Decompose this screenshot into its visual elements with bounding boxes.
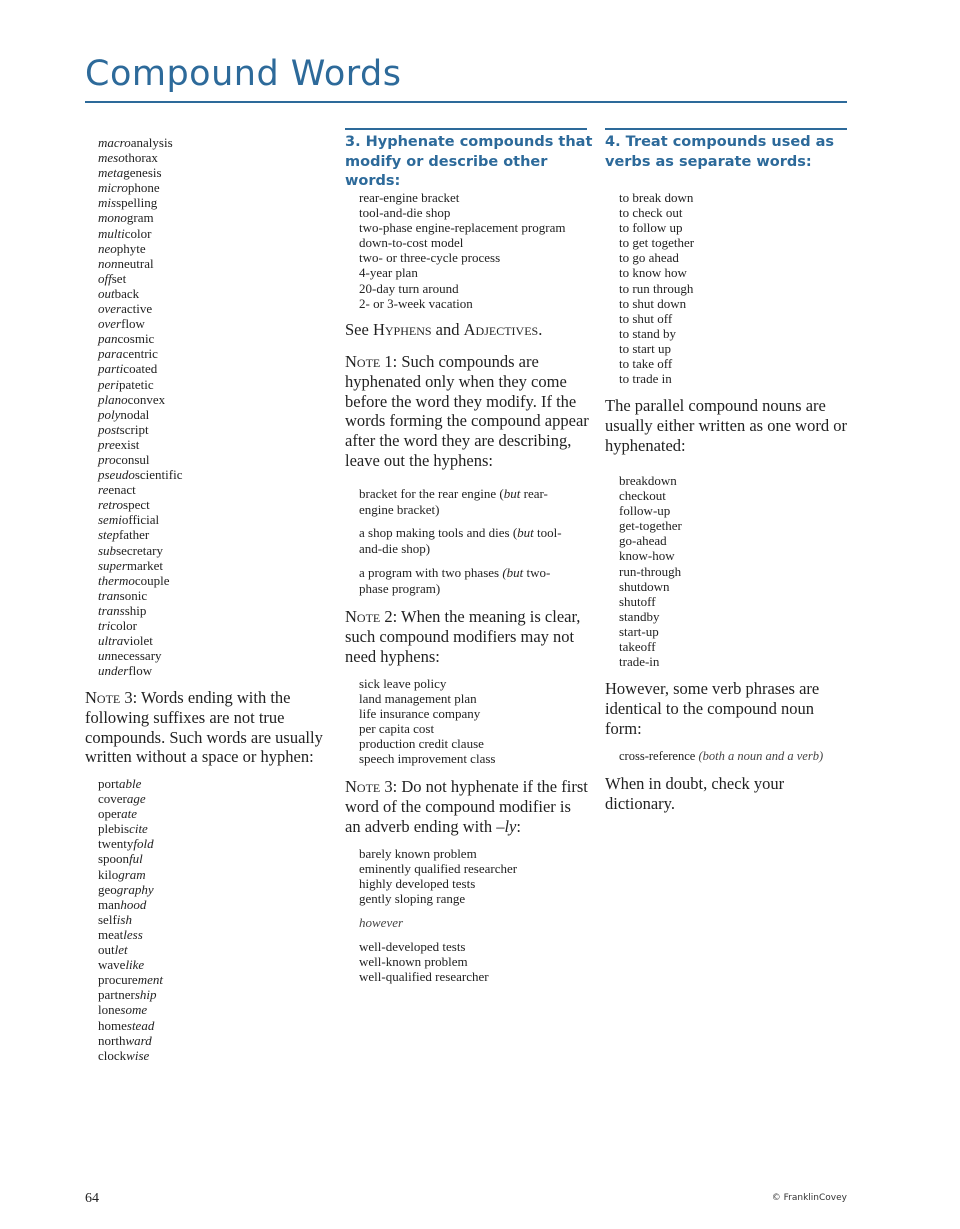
word-rest: couple — [134, 572, 170, 588]
example-tail: rear-engine bracket) — [359, 486, 548, 517]
note1-example — [359, 525, 564, 556]
prefix-word — [98, 603, 183, 618]
prefix: trans — [98, 602, 125, 618]
prefix-word — [98, 210, 183, 225]
suffix: ish — [116, 911, 132, 927]
prefix: mono — [98, 210, 127, 226]
however-text: However, some verb phrases are identical to the compound noun form: — [605, 679, 820, 738]
prefix: out — [98, 285, 115, 301]
word-rest: color — [124, 225, 152, 241]
example-item: two- or three-cycle process — [359, 250, 501, 266]
suffix: wise — [126, 1047, 150, 1063]
note1 — [345, 352, 590, 471]
however-label: however — [359, 915, 404, 930]
suffix: like — [125, 957, 145, 973]
verb-item: to break down — [619, 190, 694, 205]
word-rest: gram — [126, 210, 154, 226]
section3-rule — [345, 128, 587, 130]
prefix: multi — [98, 225, 125, 241]
word-rest: script — [119, 421, 149, 437]
cross-ref-note: (both a noun and a verb) — [698, 749, 824, 763]
suffix-word — [98, 821, 163, 836]
example-tail: tool-and-die shop) — [359, 525, 562, 556]
example-item: barely known problem — [359, 846, 477, 861]
word-root: oper — [98, 806, 122, 822]
suffix-word — [98, 776, 163, 791]
suffix: fold — [133, 836, 154, 852]
copyright: © FranklinCovey — [771, 1193, 847, 1203]
note-label: Note 3 — [345, 777, 393, 796]
prefix-word — [98, 180, 183, 195]
word-rest: phone — [127, 180, 160, 196]
prefix: re — [98, 482, 109, 498]
prefix: step — [98, 527, 119, 543]
prefix: parti — [98, 361, 124, 377]
example-item: 20-day turn around — [359, 280, 459, 296]
see-also — [345, 320, 590, 340]
title-rule — [85, 101, 847, 103]
note-text: : Words ending with the following suffixes are not true compounds. Such words are usually written without a space or hyphen: — [85, 688, 323, 767]
prefix-word — [98, 150, 183, 165]
word-rest: secretary — [116, 542, 163, 558]
prefix-word — [98, 663, 183, 678]
noun-item: shutoff — [619, 593, 656, 609]
prefix-word — [98, 452, 183, 467]
example-item: 4-year plan — [359, 265, 418, 281]
suffix-word — [98, 1002, 163, 1017]
word-root: geo — [98, 881, 117, 897]
note-label: Note 2 — [345, 607, 393, 626]
prefix: mis — [98, 195, 117, 211]
prefix-word-list — [98, 135, 183, 678]
noun-list — [619, 473, 682, 669]
suffix-word — [98, 987, 163, 1002]
suffix: able — [118, 776, 142, 791]
prefix-word — [98, 618, 183, 633]
prefix-word — [98, 558, 183, 573]
prefix-word — [98, 407, 183, 422]
prefix: para — [98, 346, 123, 362]
prefix-word — [98, 573, 183, 588]
verb-item: to run through — [619, 280, 694, 296]
example-item: highly developed tests — [359, 876, 476, 892]
suffix: less — [123, 926, 143, 942]
noun-item: checkout — [619, 488, 666, 504]
word-rest: back — [114, 285, 140, 301]
prefix: tri — [98, 618, 111, 633]
prefix-word — [98, 527, 183, 542]
note-text-end: : — [516, 816, 521, 836]
word-rest: convex — [127, 391, 166, 407]
verb-item: to shut off — [619, 310, 673, 326]
prefix: under — [98, 663, 129, 679]
word-rest: set — [111, 270, 127, 286]
word-rest: flow — [128, 663, 153, 679]
suffix-word — [98, 791, 163, 806]
word-root: twenty — [98, 836, 134, 852]
word-rest: market — [126, 557, 163, 573]
word-rest: centric — [122, 346, 158, 362]
prefix-word — [98, 361, 183, 376]
prefix: over — [98, 301, 122, 317]
prefix-word — [98, 543, 183, 558]
verb-list — [619, 190, 694, 386]
word-rest: cosmic — [117, 331, 155, 347]
example-item: land management plan — [359, 691, 477, 707]
note-label: Note 1 — [345, 352, 393, 371]
word-root: partner — [98, 987, 135, 1003]
word-root: meat — [98, 926, 124, 942]
word-rest: ship — [124, 602, 147, 618]
prefix-word — [98, 135, 183, 150]
suffix-word — [98, 972, 163, 987]
suffix-word — [98, 942, 163, 957]
word-root: north — [98, 1032, 126, 1048]
prefix-word — [98, 633, 183, 648]
example-item: two-phase engine-replacement program — [359, 220, 566, 236]
see-also-hyphens: Hyphens — [372, 320, 432, 339]
prefix: thermo — [98, 572, 135, 588]
example-item: life insurance company — [359, 706, 481, 722]
suffix: some — [120, 1002, 148, 1018]
suffix: hood — [120, 896, 147, 912]
noun-item: know-how — [619, 548, 675, 564]
prefix-word — [98, 256, 183, 271]
note3-col2 — [345, 777, 590, 836]
verb-item: to follow up — [619, 220, 683, 236]
suffix-word — [98, 867, 163, 882]
word-root: man — [98, 896, 121, 912]
prefix: meso — [98, 150, 125, 166]
suffix: gram — [118, 866, 146, 882]
word-rest: father — [118, 527, 150, 543]
prefix-word — [98, 346, 183, 361]
suffix: ful — [129, 851, 143, 867]
prefix: over — [98, 316, 122, 332]
prefix: peri — [98, 376, 119, 392]
word-rest: nodal — [120, 406, 150, 422]
prefix: pseudo — [98, 467, 135, 483]
word-root: wave — [98, 957, 126, 973]
section3-heading: 3. Hyphenate compounds that modify or describe other words: — [345, 134, 593, 189]
prefix-word — [98, 648, 183, 663]
word-root: port — [98, 776, 119, 791]
word-root: home — [98, 1017, 127, 1033]
example-tail: two-phase program) — [359, 565, 551, 596]
word-rest: phyte — [116, 240, 146, 256]
note-text: : Do not hyphenate if the first word of the compound modifier is an adverb ending with — [345, 777, 588, 836]
note-text: : When the meaning is clear, such compound modifiers may not need hyphens: — [345, 607, 581, 666]
verb-item: to start up — [619, 340, 671, 356]
prefix-word — [98, 226, 183, 241]
section4-rule — [605, 128, 847, 130]
example-italic: but — [517, 525, 534, 540]
prefix-word — [98, 377, 183, 392]
example-italic: (but — [502, 565, 524, 580]
prefix-word — [98, 165, 183, 180]
prefix: ultra — [98, 633, 124, 649]
example-item: tool-and-die shop — [359, 205, 451, 221]
noun-item: breakdown — [619, 473, 677, 488]
note3-examples — [359, 846, 517, 906]
prefix: off — [98, 270, 112, 286]
example-item: well-developed tests — [359, 939, 466, 954]
word-root: self — [98, 911, 117, 927]
suffix-word — [98, 806, 163, 821]
example-item: per capita cost — [359, 721, 435, 737]
note-text: : Such compounds are hyphenated only when they come before the word they modify. If the words forming the compound appear after the word they are describing, leave out the hyphens: — [345, 352, 589, 470]
suffix: age — [126, 791, 146, 807]
verb-item: to get together — [619, 235, 695, 251]
example-item: well-known problem — [359, 954, 468, 970]
noun-item: shutdown — [619, 578, 670, 594]
word-rest: analysis — [130, 135, 173, 150]
noun-item: standby — [619, 608, 660, 624]
word-rest: patetic — [118, 376, 154, 392]
verb-item: to go ahead — [619, 250, 679, 266]
prefix: super — [98, 557, 127, 573]
example-item: well-qualified researcher — [359, 969, 489, 985]
see-also-and: and — [431, 320, 464, 339]
prefix: poly — [98, 406, 121, 422]
prefix: un — [98, 648, 111, 664]
verb-item: to stand by — [619, 325, 677, 341]
prefix: neo — [98, 240, 117, 256]
word-rest: color — [110, 618, 138, 633]
cross-ref-word: cross-reference — [619, 749, 696, 763]
page-number: 64 — [85, 1191, 99, 1206]
word-rest: active — [121, 301, 153, 317]
prefix: meta — [98, 165, 124, 181]
word-rest: scientific — [134, 467, 183, 483]
noun-item: run-through — [619, 563, 682, 579]
suffix: ment — [137, 972, 163, 988]
example-italic: but — [503, 486, 521, 501]
prefix-word — [98, 271, 183, 286]
prefix-word — [98, 422, 183, 437]
noun-item: go-ahead — [619, 533, 667, 549]
example-item: gently sloping range — [359, 891, 466, 907]
prefix-word — [98, 241, 183, 256]
word-rest: spelling — [116, 195, 158, 211]
word-rest: necessary — [111, 648, 162, 664]
prefix: post — [98, 421, 120, 437]
noun-item: takeoff — [619, 639, 656, 655]
page-title: Compound Words — [85, 54, 402, 94]
prefix: micro — [98, 180, 128, 196]
suffix: let — [114, 942, 128, 958]
section4-heading: 4. Treat compounds used as verbs as separate words: — [605, 134, 835, 170]
word-root: procure — [98, 972, 138, 988]
prefix: pre — [98, 436, 115, 452]
note-label: Note 3 — [85, 688, 133, 707]
prefix: pro — [98, 451, 116, 467]
word-rest: sonic — [119, 587, 148, 603]
prefix: plano — [98, 391, 128, 407]
prefix: semi — [98, 512, 122, 528]
suffix-word — [98, 957, 163, 972]
word-root: spoon — [98, 851, 130, 867]
cross-reference — [619, 749, 823, 764]
suffix-word — [98, 1018, 163, 1033]
word-rest: coated — [123, 361, 158, 377]
suffix: ate — [121, 806, 137, 822]
noun-item: get-together — [619, 518, 682, 534]
suffix: ward — [125, 1032, 152, 1048]
note2 — [345, 607, 590, 666]
word-rest: official — [121, 512, 160, 528]
suffix-word — [98, 1033, 163, 1048]
word-rest: spect — [123, 497, 150, 513]
note1-example — [359, 565, 564, 596]
see-also-adjectives: Adjectives — [463, 320, 539, 339]
prefix-word — [98, 301, 183, 316]
nouns-intro: The parallel compound nouns are usually either written as one word or hyphenated: — [605, 396, 847, 455]
word-root: plebis — [98, 821, 130, 837]
example-item: production credit clause — [359, 736, 484, 752]
word-rest: violet — [123, 633, 153, 649]
example-text: bracket for the rear engine ( — [359, 486, 504, 501]
prefix-word — [98, 467, 183, 482]
word-root: cover — [98, 791, 127, 807]
verb-item: to check out — [619, 205, 683, 221]
suffix-word — [98, 1048, 163, 1063]
word-rest: exist — [114, 436, 140, 452]
word-root: kilo — [98, 866, 119, 882]
verb-item: to take off — [619, 356, 673, 372]
prefix: non — [98, 255, 118, 271]
note2-examples — [359, 676, 495, 767]
word-root: lone — [98, 1002, 121, 1018]
prefix: pan — [98, 331, 118, 347]
see-also-prefix: See — [345, 320, 373, 339]
prefix: macro — [98, 135, 131, 150]
prefix-word — [98, 316, 183, 331]
note1-example — [359, 486, 564, 517]
prefix-word — [98, 286, 183, 301]
word-rest: consul — [115, 451, 150, 467]
example-item: speech improvement class — [359, 751, 496, 767]
suffix-word — [98, 851, 163, 866]
example-item: rear-engine bracket — [359, 190, 460, 205]
example-text: a program with two phases — [359, 565, 503, 580]
prefix-word — [98, 331, 183, 346]
example-item: 2- or 3-week vacation — [359, 295, 473, 311]
verb-item: to trade in — [619, 371, 672, 387]
word-root: out — [98, 942, 115, 958]
prefix-word — [98, 437, 183, 452]
suffix: ship — [134, 987, 157, 1003]
prefix-word — [98, 482, 183, 497]
suffix-word — [98, 836, 163, 851]
example-item: sick leave policy — [359, 676, 447, 691]
section3-examples — [359, 190, 565, 311]
example-item: down-to-cost model — [359, 235, 464, 251]
prefix-word — [98, 497, 183, 512]
word-rest: neutral — [117, 255, 154, 271]
example-item: eminently qualified researcher — [359, 861, 518, 877]
word-rest: thorax — [124, 150, 158, 166]
suffix-word-list — [98, 776, 163, 1063]
prefix: sub — [98, 542, 117, 558]
prefix: tran — [98, 587, 120, 603]
word-root: clock — [98, 1047, 127, 1063]
noun-item: trade-in — [619, 654, 660, 670]
noun-item: start-up — [619, 623, 659, 639]
prefix-word — [98, 588, 183, 603]
suffix-word — [98, 927, 163, 942]
word-rest: genesis — [123, 165, 162, 181]
verb-item: to shut down — [619, 295, 687, 311]
prefix-word — [98, 512, 183, 527]
suffix-word — [98, 882, 163, 897]
noun-item: follow-up — [619, 503, 671, 519]
verb-item: to know how — [619, 265, 687, 281]
suffix: stead — [126, 1017, 155, 1033]
suffix: graphy — [116, 881, 154, 897]
word-rest: flow — [121, 316, 145, 332]
see-also-end: . — [538, 320, 543, 339]
ly-suffix: –ly — [496, 816, 517, 836]
word-rest: enact — [108, 482, 136, 498]
closing-text: When in doubt, check your dictionary. — [605, 774, 785, 813]
prefix: retro — [98, 497, 124, 513]
note3-col1 — [85, 688, 335, 767]
example-text: a shop making tools and dies ( — [359, 525, 518, 540]
hyphenated-examples — [359, 939, 489, 984]
prefix-word — [98, 195, 183, 210]
suffix: cite — [129, 821, 148, 837]
suffix-word — [98, 897, 163, 912]
prefix-word — [98, 392, 183, 407]
suffix-word — [98, 912, 163, 927]
